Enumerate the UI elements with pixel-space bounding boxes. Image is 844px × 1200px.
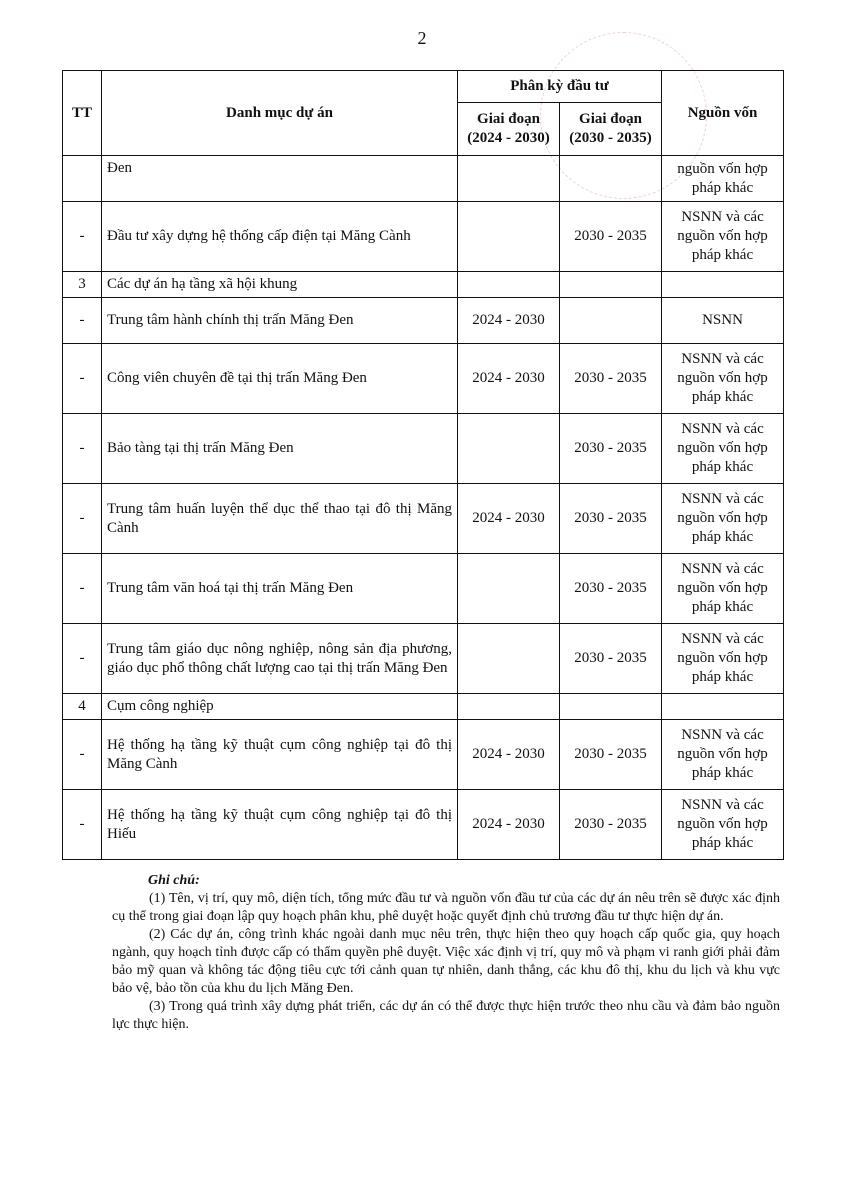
cell-phase-2: 2030 - 2035 bbox=[560, 344, 662, 414]
note-item: (1) Tên, vị trí, quy mô, diện tích, tổng mức đầu tư và nguồn vốn đầu tư của các dự án nêu trên sẽ được xác định cụ thể trong giai đoạn lập quy hoạch phân khu, phê duyệt hoặc quyết định chủ trương đầu tư thực hiện dự án. bbox=[112, 891, 780, 924]
header-phase-1: Giai đoạn (2024 - 2030) bbox=[458, 103, 560, 156]
header-tt: TT bbox=[63, 71, 102, 156]
table-row bbox=[63, 298, 784, 344]
cell-phase-1 bbox=[458, 694, 560, 720]
project-table bbox=[62, 70, 784, 860]
cell-phase-1: 2024 - 2030 bbox=[458, 484, 560, 554]
cell-funding-source: NSNN bbox=[662, 298, 784, 344]
table-row bbox=[63, 484, 784, 554]
cell-phase-2: 2030 - 2035 bbox=[560, 790, 662, 860]
table-row bbox=[63, 156, 784, 202]
cell-project-name: Trung tâm văn hoá tại thị trấn Măng Đen bbox=[102, 554, 458, 624]
cell-tt: - bbox=[63, 202, 102, 272]
note-item: (3) Trong quá trình xây dựng phát triển, các dự án có thể được thực hiện trước theo nhu cầu và đảm bảo nguồn lực thực hiện. bbox=[112, 999, 780, 1032]
cell-funding-source: NSNN và các nguồn vốn hợp pháp khác bbox=[662, 344, 784, 414]
notes-title: Ghi chú: bbox=[148, 873, 200, 888]
cell-tt: 4 bbox=[63, 694, 102, 720]
cell-project-name: Cụm công nghiệp bbox=[102, 694, 458, 720]
cell-tt: - bbox=[63, 484, 102, 554]
cell-project-name: Hệ thống hạ tầng kỹ thuật cụm công nghiệp tại đô thị Hiếu bbox=[102, 790, 458, 860]
cell-funding-source: NSNN và các nguồn vốn hợp pháp khác bbox=[662, 790, 784, 860]
header-project-name: Danh mục dự án bbox=[102, 71, 458, 156]
table-row bbox=[63, 720, 784, 790]
notes-section bbox=[112, 872, 780, 1034]
cell-tt: - bbox=[63, 414, 102, 484]
cell-phase-2: 2030 - 2035 bbox=[560, 484, 662, 554]
cell-project-name: Công viên chuyên đề tại thị trấn Măng Đen bbox=[102, 344, 458, 414]
cell-phase-2 bbox=[560, 272, 662, 298]
cell-funding-source bbox=[662, 272, 784, 298]
table-body bbox=[63, 156, 784, 860]
cell-phase-1 bbox=[458, 414, 560, 484]
cell-phase-2 bbox=[560, 156, 662, 202]
table-row bbox=[63, 624, 784, 694]
cell-phase-2: 2030 - 2035 bbox=[560, 720, 662, 790]
header-investment-phase: Phân kỳ đầu tư bbox=[458, 71, 662, 103]
cell-funding-source: NSNN và các nguồn vốn hợp pháp khác bbox=[662, 414, 784, 484]
cell-project-name: Đen bbox=[102, 156, 458, 202]
cell-tt: - bbox=[63, 344, 102, 414]
header-phase-2: Giai đoạn (2030 - 2035) bbox=[560, 103, 662, 156]
cell-funding-source: NSNN và các nguồn vốn hợp pháp khác bbox=[662, 554, 784, 624]
table-row bbox=[63, 790, 784, 860]
table-row bbox=[63, 694, 784, 720]
table-row bbox=[63, 414, 784, 484]
cell-funding-source bbox=[662, 694, 784, 720]
cell-funding-source: NSNN và các nguồn vốn hợp pháp khác bbox=[662, 484, 784, 554]
cell-tt: - bbox=[63, 720, 102, 790]
cell-project-name: Đầu tư xây dựng hệ thống cấp điện tại Măng Cành bbox=[102, 202, 458, 272]
cell-funding-source: nguồn vốn hợp pháp khác bbox=[662, 156, 784, 202]
table-row bbox=[63, 202, 784, 272]
cell-phase-1 bbox=[458, 554, 560, 624]
cell-project-name: Trung tâm hành chính thị trấn Măng Đen bbox=[102, 298, 458, 344]
table-row bbox=[63, 344, 784, 414]
cell-phase-1 bbox=[458, 202, 560, 272]
cell-phase-1 bbox=[458, 624, 560, 694]
cell-project-name: Trung tâm huấn luyện thể dục thể thao tại đô thị Măng Cành bbox=[102, 484, 458, 554]
note-item: (2) Các dự án, công trình khác ngoài danh mục nêu trên, thực hiện theo quy hoạch cấp quốc gia, quy hoạch ngành, quy hoạch tỉnh được cấp có thẩm quyền phê duyệt. Việc xác định vị trí, quy mô và phạm vi ranh giới phải đảm bảo mỹ quan và không tác động tiêu cực tới cảnh quan tự nhiên, danh thắng, các khu đô thị, khu du lịch và khu vực bảo vệ, bảo tồn của khu du lịch Măng Đen. bbox=[112, 927, 780, 996]
cell-phase-1: 2024 - 2030 bbox=[458, 790, 560, 860]
header-funding-source: Nguồn vốn bbox=[662, 71, 784, 156]
cell-tt: - bbox=[63, 624, 102, 694]
cell-phase-2 bbox=[560, 694, 662, 720]
table-row bbox=[63, 554, 784, 624]
cell-phase-2 bbox=[560, 298, 662, 344]
table-header bbox=[63, 71, 784, 156]
cell-phase-1: 2024 - 2030 bbox=[458, 344, 560, 414]
cell-phase-2: 2030 - 2035 bbox=[560, 414, 662, 484]
cell-project-name: Trung tâm giáo dục nông nghiệp, nông sản địa phương, giáo dục phổ thông chất lượng cao tại thị trấn Măng Đen bbox=[102, 624, 458, 694]
cell-project-name: Hệ thống hạ tầng kỹ thuật cụm công nghiệp tại đô thị Măng Cành bbox=[102, 720, 458, 790]
cell-phase-2: 2030 - 2035 bbox=[560, 554, 662, 624]
cell-phase-1 bbox=[458, 156, 560, 202]
cell-phase-1 bbox=[458, 272, 560, 298]
cell-phase-1: 2024 - 2030 bbox=[458, 298, 560, 344]
cell-funding-source: NSNN và các nguồn vốn hợp pháp khác bbox=[662, 720, 784, 790]
cell-project-name: Bảo tàng tại thị trấn Măng Đen bbox=[102, 414, 458, 484]
cell-funding-source: NSNN và các nguồn vốn hợp pháp khác bbox=[662, 202, 784, 272]
cell-funding-source: NSNN và các nguồn vốn hợp pháp khác bbox=[662, 624, 784, 694]
cell-project-name: Các dự án hạ tầng xã hội khung bbox=[102, 272, 458, 298]
cell-tt: - bbox=[63, 790, 102, 860]
cell-tt bbox=[63, 156, 102, 202]
page-number: 2 bbox=[417, 28, 427, 48]
cell-phase-2: 2030 - 2035 bbox=[560, 624, 662, 694]
cell-tt: 3 bbox=[63, 272, 102, 298]
cell-tt: - bbox=[63, 554, 102, 624]
cell-phase-1: 2024 - 2030 bbox=[458, 720, 560, 790]
table-row bbox=[63, 272, 784, 298]
cell-tt: - bbox=[63, 298, 102, 344]
cell-phase-2: 2030 - 2035 bbox=[560, 202, 662, 272]
